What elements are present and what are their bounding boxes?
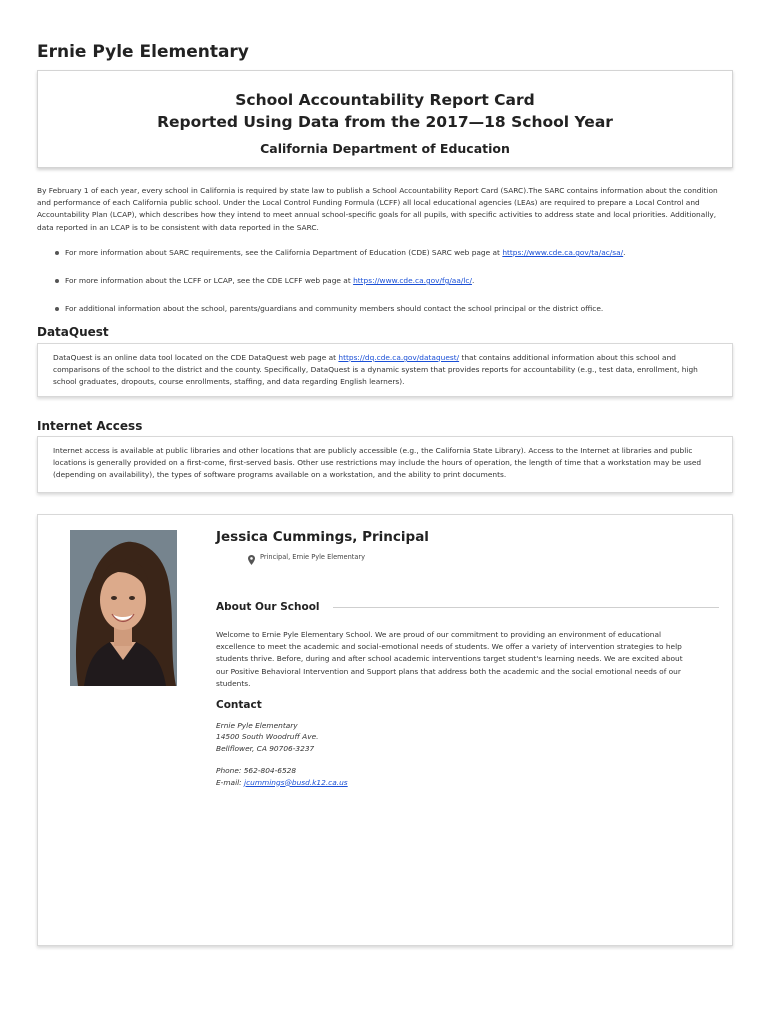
bullet-dot-icon	[55, 279, 59, 283]
about-divider	[333, 607, 719, 608]
principal-photo	[70, 530, 177, 686]
address-line: Bellflower, CA 90706-3237	[216, 743, 315, 753]
dataquest-box	[37, 343, 733, 397]
school-name: Ernie Pyle Elementary	[37, 42, 249, 62]
principal-card	[37, 514, 733, 946]
principal-subtitle: Principal, Ernie Pyle Elementary	[260, 553, 366, 561]
bullet-dot-icon	[55, 307, 59, 311]
email-link[interactable]: jcummings@busd.k12.ca.us	[244, 777, 348, 787]
contact-details	[216, 720, 348, 788]
bullet-item-lcff: For more information about the LCFF or LCAP, see the CDE LCFF web page at https://www.cde.ca.gov/fg/aa/lc/.	[37, 275, 733, 287]
report-subtitle: Reported Using Data from the 2017—18 School Year	[157, 113, 613, 131]
phone-line: Phone: 562-804-6528	[216, 766, 297, 776]
intro-paragraph: By February 1 of each year, every school in California is required by state law to publish a School Accountability Report Card (SARC).The SARC contains information about the condition and performance of each California public school. Under the Local Control Funding Formula (LCFF) all local educational agencies (LEAs) are required to prepare a Local Control and Accountability Plan (LCAP), which describes how they intend to meet annual school-specific goals for all pupils, with specific activities to address state and local priorities. Additionally, data reported in an LCAP is to be consistent with data reported in the SARC.	[37, 186, 718, 232]
report-title: School Accountability Report Card	[235, 91, 535, 109]
report-department: California Department of Education	[260, 141, 510, 156]
about-school-text: Welcome to Ernie Pyle Elementary School. We are proud of our commitment to providing an environment of educational excellence to meet the academic and social-emotional needs of students. We offer a variety of intervention strategies to help students thrive. Before, during and after school academic interventions target student's learning needs. We are excited about our Positive Behavioral Intervention and Support plans that address both the academic and the social emotional needs of our students.	[216, 630, 683, 688]
address-line: Ernie Pyle Elementary	[216, 721, 298, 730]
about-school-heading: About Our School	[216, 601, 320, 613]
sarc-link[interactable]: https://www.cde.ca.gov/ta/ac/sa/	[502, 248, 624, 257]
bullet-dot-icon	[55, 251, 59, 255]
contact-heading: Contact	[216, 699, 262, 711]
lcff-link[interactable]: https://www.cde.ca.gov/fg/aa/lc/	[353, 276, 472, 285]
info-bullet-list	[37, 247, 733, 315]
internet-access-box	[37, 436, 733, 493]
principal-name: Jessica Cummings, Principal	[216, 529, 429, 545]
map-pin-icon	[248, 555, 255, 565]
address-line: 14500 South Woodruff Ave.	[216, 732, 319, 742]
bullet-item-contact: For additional information about the school, parents/guardians and community members should contact the school principal or the district office.	[37, 303, 733, 315]
email-line: E-mail: jcummings@busd.k12.ca.us	[216, 777, 348, 787]
dataquest-heading: DataQuest	[37, 325, 109, 339]
bullet-item-sarc: For more information about SARC requirements, see the California Department of Education (CDE) SARC web page at https://www.cde.ca.gov/ta/ac/sa/.	[37, 247, 733, 259]
dataquest-link[interactable]: https://dq.cde.ca.gov/dataquest/	[338, 353, 460, 362]
internet-access-heading: Internet Access	[37, 419, 143, 433]
internet-access-text: Internet access is available at public libraries and other locations that are publicly accessible (e.g., the California State Library). Access to the Internet at libraries and public locations is generally provided on a first-come, first-served basis. Other use restrictions may include the hours of operation, the length of time that a workstation may be used (depending on availability), the types of software programs available on a workstation, and the ability to print documents.	[53, 446, 702, 480]
report-title-box	[37, 70, 733, 168]
dataquest-text: DataQuest is an online data tool located on the CDE DataQuest web page at https://dq.cde.ca.gov/dataquest/ that contains additional information about this school and comparisons of the school to the district and the county. Specifically, DataQuest is a dynamic system that provides reports for accountability (e.g., test data, enrollment, high school graduates, dropouts, course enrollments, staffing, and data regarding English learners).	[53, 353, 698, 387]
